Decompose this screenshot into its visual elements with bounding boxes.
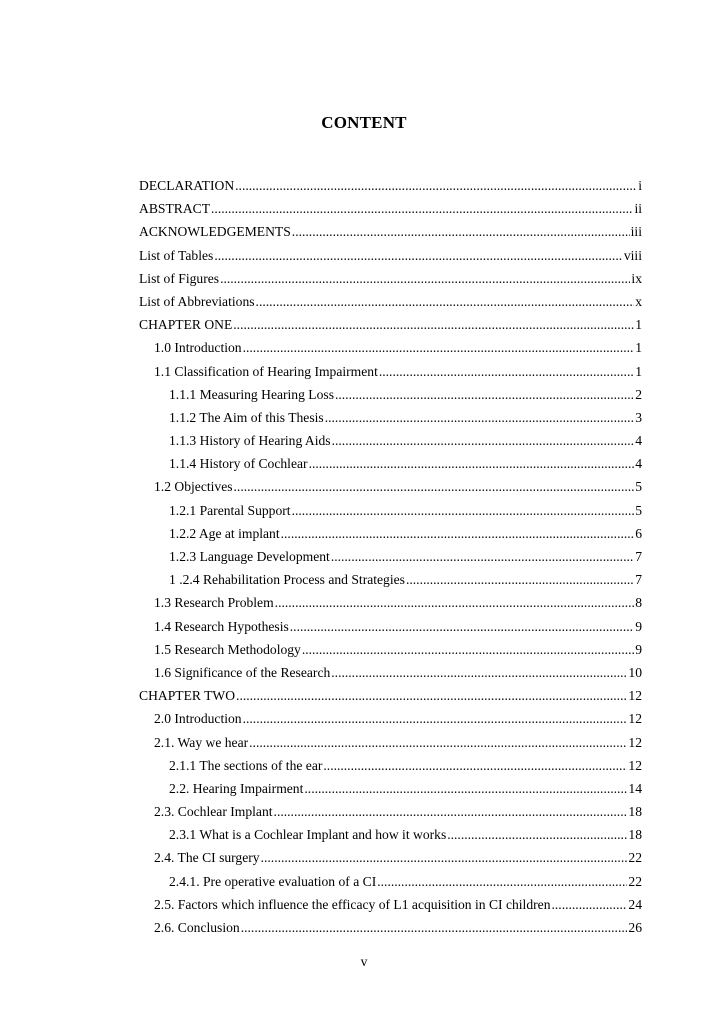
toc-entry-page: 14 <box>628 780 642 796</box>
toc-entry-title: 1 .2.4 Rehabilitation Process and Strategies <box>169 572 405 588</box>
toc-entry <box>139 475 642 498</box>
toc-entry <box>139 174 642 197</box>
dot-leader <box>292 220 630 243</box>
dot-leader <box>552 893 628 916</box>
toc-entry-title: 2.3.1 What is a Cochlear Implant and how it works <box>169 827 447 843</box>
toc-entry-title: 2.0 Introduction <box>154 711 242 727</box>
toc-entry <box>139 870 642 893</box>
toc-entry-title: DECLARATION <box>139 178 235 193</box>
toc-entry <box>139 336 642 359</box>
toc-entry-page: 5 <box>635 479 642 495</box>
toc-entry-page: 24 <box>628 896 642 912</box>
toc-entry <box>139 893 642 916</box>
toc-entry <box>139 429 642 452</box>
dot-leader <box>274 800 628 823</box>
dot-leader <box>331 661 627 684</box>
toc-entry <box>139 638 642 661</box>
toc-entry-page: 26 <box>628 920 642 935</box>
toc-entry <box>139 406 642 429</box>
toc-entry-title: 2.1. Way we hear <box>154 734 249 750</box>
toc-entry-title: 1.1.1 Measuring Hearing Loss <box>169 386 334 402</box>
toc-entry-page: 6 <box>635 525 642 541</box>
dot-leader <box>331 545 634 568</box>
toc-entry-page: 1 <box>635 340 642 356</box>
toc-entry-page: 22 <box>628 850 642 866</box>
toc-entry-title: 2.4. The CI surgery <box>154 850 260 866</box>
toc-entry <box>139 197 642 220</box>
toc-entry-page: 8 <box>635 595 642 611</box>
dot-leader <box>275 591 635 614</box>
dot-leader <box>233 313 634 336</box>
toc-entry <box>139 360 642 383</box>
dot-leader <box>447 823 627 846</box>
dot-leader <box>241 916 628 939</box>
toc-entry-title: 2.4.1. Pre operative evaluation of a CI <box>169 873 377 889</box>
toc-entry <box>139 661 642 684</box>
toc-entry <box>139 522 642 545</box>
dot-leader <box>302 638 634 661</box>
dot-leader <box>249 731 627 754</box>
dot-leader <box>335 383 634 406</box>
page-title: CONTENT <box>321 113 407 132</box>
toc-entry-title: List of Tables <box>139 247 214 263</box>
toc-entry-page: 9 <box>635 618 642 634</box>
toc-entry-title: 1.0 Introduction <box>154 340 242 356</box>
toc-entry <box>139 615 642 638</box>
table-of-contents <box>139 174 642 939</box>
toc-entry <box>139 244 642 267</box>
toc-entry-page: 9 <box>635 641 642 657</box>
toc-entry <box>139 383 642 406</box>
toc-entry-page: 7 <box>635 549 642 564</box>
dot-leader <box>234 475 635 498</box>
toc-entry <box>139 684 642 707</box>
toc-entry-title: 2.1.1 The sections of the ear <box>169 757 323 773</box>
toc-entry-page: 1 <box>635 317 642 333</box>
toc-entry <box>139 290 642 313</box>
toc-entry <box>139 267 642 290</box>
dot-leader <box>323 754 627 777</box>
toc-entry-page: 12 <box>628 688 642 704</box>
toc-entry-title: List of Figures <box>139 270 220 286</box>
toc-entry-page: 5 <box>635 502 642 518</box>
toc-entry-title: 1.2.1 Parental Support <box>169 502 291 518</box>
toc-entry-page: 7 <box>635 572 642 588</box>
dot-leader <box>309 452 635 475</box>
toc-entry-page: 12 <box>628 711 642 727</box>
toc-entry <box>139 452 642 475</box>
toc-entry-title: 1.3 Research Problem <box>154 595 274 611</box>
toc-entry-page: 12 <box>628 734 642 750</box>
toc-entry-page: i <box>638 178 642 193</box>
toc-entry-title: CHAPTER TWO <box>139 688 236 704</box>
dot-leader <box>235 174 637 197</box>
toc-entry <box>139 499 642 522</box>
toc-entry-title: 2.2. Hearing Impairment <box>169 780 304 796</box>
toc-entry-page: 18 <box>628 804 642 820</box>
toc-entry-title: List of Abbreviations <box>139 293 255 309</box>
dot-leader <box>214 244 623 267</box>
toc-entry-title: ABSTRACT <box>139 201 211 217</box>
toc-entry-page: 4 <box>635 456 642 472</box>
toc-entry-page: ix <box>631 270 642 286</box>
dot-leader <box>236 684 627 707</box>
toc-entry-page: 22 <box>628 873 642 889</box>
toc-entry-page: 10 <box>628 664 642 680</box>
dot-leader <box>261 846 628 869</box>
toc-entry-title: 1.1.3 History of Hearing Aids <box>169 433 331 449</box>
dot-leader <box>377 870 627 893</box>
toc-entry-page: 18 <box>628 827 642 843</box>
dot-leader <box>304 777 627 800</box>
toc-entry <box>139 707 642 730</box>
toc-entry-page: 4 <box>635 433 642 449</box>
toc-entry-page: ii <box>634 201 642 217</box>
dot-leader <box>281 522 635 545</box>
toc-entry-title: 1.4 Research Hypothesis <box>154 618 289 634</box>
toc-entry-title: 1.2.2 Age at implant <box>169 525 280 541</box>
toc-entry-title: 2.5. Factors which influence the efficacy of L1 acquisition in CI children <box>154 896 551 912</box>
toc-entry <box>139 777 642 800</box>
toc-entry <box>139 313 642 336</box>
dot-leader <box>220 267 630 290</box>
dot-leader <box>406 568 634 591</box>
toc-entry-page: x <box>635 293 642 309</box>
toc-entry-page: 1 <box>635 363 642 379</box>
toc-entry <box>139 220 642 243</box>
toc-entry-title: 1.2.3 Language Development <box>169 549 330 564</box>
toc-entry-title: 1.5 Research Methodology <box>154 641 301 657</box>
toc-entry <box>139 731 642 754</box>
toc-entry-title: 2.3. Cochlear Implant <box>154 804 273 820</box>
toc-entry <box>139 591 642 614</box>
toc-entry <box>139 823 642 846</box>
toc-entry <box>139 846 642 869</box>
dot-leader <box>292 499 635 522</box>
toc-entry <box>139 800 642 823</box>
toc-entry-page: 3 <box>635 409 642 425</box>
toc-entry-page: 2 <box>635 386 642 402</box>
toc-entry-title: 1.1.4 History of Cochlear <box>169 456 308 472</box>
toc-entry-title: 1.6 Significance of the Research <box>154 664 331 680</box>
toc-entry-title: 1.2 Objectives <box>154 479 233 495</box>
dot-leader <box>290 615 634 638</box>
toc-entry-title: 2.6. Conclusion <box>154 920 240 935</box>
dot-leader <box>211 197 633 220</box>
toc-entry-title: CHAPTER ONE <box>139 317 233 333</box>
page-number: v <box>360 954 368 969</box>
dot-leader <box>325 406 635 429</box>
dot-leader <box>243 707 628 730</box>
dot-leader <box>243 336 635 359</box>
toc-entry-title: 1.1.2 The Aim of this Thesis <box>169 409 324 425</box>
toc-entry <box>139 568 642 591</box>
toc-entry-title: ACKNOWLEDGEMENTS <box>139 224 291 240</box>
toc-entry-page: viii <box>623 247 642 263</box>
dot-leader <box>379 360 634 383</box>
toc-entry <box>139 754 642 777</box>
toc-entry-title: 1.1 Classification of Hearing Impairment <box>154 363 378 379</box>
dot-leader <box>256 290 635 313</box>
dot-leader <box>332 429 635 452</box>
toc-entry-page: 12 <box>628 757 642 773</box>
toc-entry <box>139 545 642 568</box>
toc-entry-page: iii <box>630 224 642 240</box>
toc-entry <box>139 916 642 939</box>
